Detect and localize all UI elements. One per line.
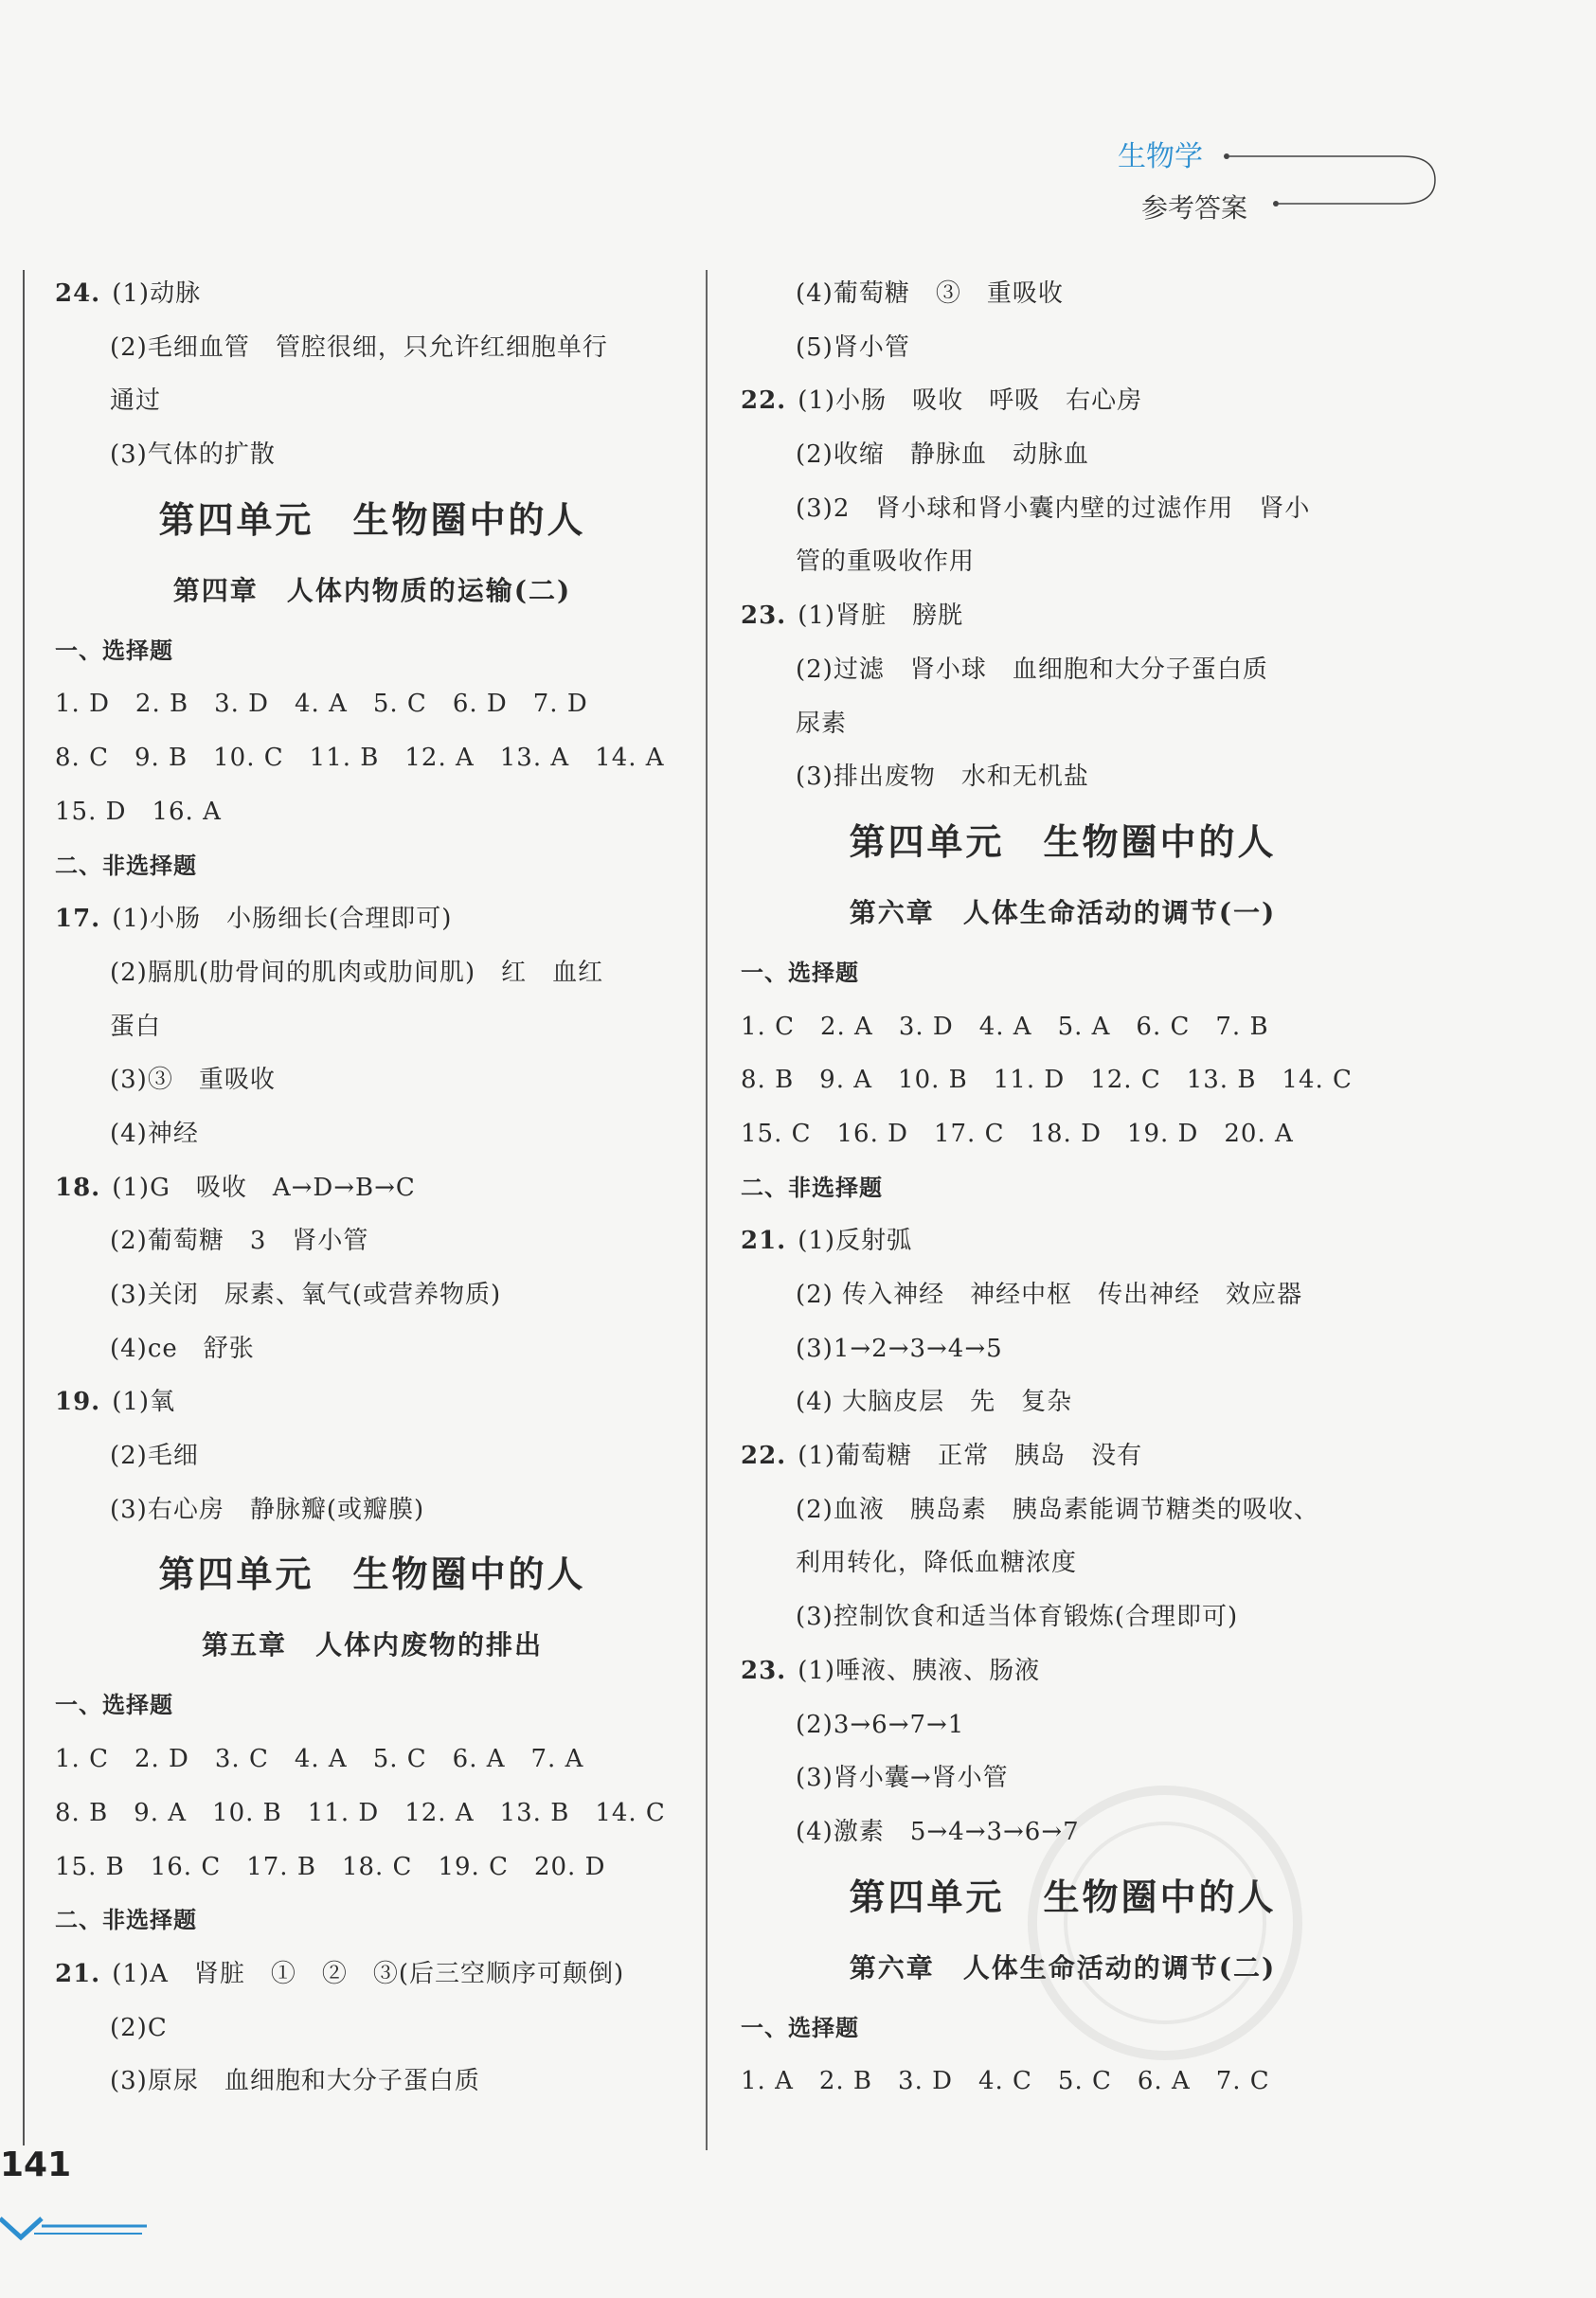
section-heading: 二、非选择题	[55, 852, 197, 879]
answer-text: (1)A 肾脏 ① ② ③(后三空顺序可颠倒)	[112, 1959, 625, 1988]
answer-line: (2)葡萄糖 3 肾小管	[110, 1227, 369, 1256]
question-answer	[741, 1644, 1385, 1698]
answer-line: (2) 传入神经 神经中枢 传出神经 效应器	[796, 1281, 1303, 1309]
answer-line: (4) 大脑皮层 先 复杂	[796, 1388, 1073, 1417]
answer-line: (4)葡萄糖 ③ 重吸收	[796, 279, 1064, 308]
question-answer	[741, 1429, 1385, 1483]
section-heading: 二、非选择题	[55, 1907, 197, 1934]
answer-text: (1)G 吸收 A→D→B→C	[112, 1173, 416, 1202]
unit-heading: 第四单元 生物圈中的人	[158, 1553, 586, 1596]
chapter-heading: 第四章 人体内物质的运输(二)	[172, 574, 572, 606]
answer-line: (5)肾小管	[796, 332, 910, 362]
answer-line: (2)C	[110, 2013, 168, 2042]
question-answer	[55, 892, 690, 946]
choice-answers-row: 15. C 16. D 17. C 18. D 19. D 20. A	[741, 1119, 1294, 1148]
answer-line: 尿素	[796, 709, 848, 738]
question-number: 22.	[741, 1442, 787, 1471]
answer-line: (3)气体的扩散	[110, 440, 276, 470]
unit-heading: 第四单元 生物圈中的人	[849, 1876, 1277, 1918]
section-heading: 一、选择题	[55, 1692, 173, 1719]
answer-line: (3)原尿 血细胞和大分子蛋白质	[110, 2067, 480, 2096]
question-answer	[55, 1948, 690, 2002]
answer-text: (1)氧	[112, 1388, 176, 1417]
question-answer	[741, 589, 1385, 643]
answer-text: (1)反射弧	[798, 1227, 913, 1256]
answer-line: (3)③ 重吸收	[110, 1066, 276, 1095]
question-number: 21.	[55, 1959, 101, 1988]
answer-text: (1)唾液、胰液、肠液	[798, 1656, 1041, 1685]
choice-answers-row: 1. D 2. B 3. D 4. A 5. C 6. D 7. D	[55, 690, 588, 719]
answer-line: 蛋白	[110, 1012, 162, 1041]
choice-answers-row: 1. C 2. D 3. C 4. A 5. C 6. A 7. A	[55, 1745, 584, 1774]
chapter-heading: 第六章 人体生命活动的调节(一)	[849, 896, 1277, 928]
answer-text: (1)葡萄糖 正常 胰岛 没有	[798, 1442, 1143, 1471]
choice-answers-row: 15. B 16. C 17. B 18. C 19. C 20. D	[55, 1852, 606, 1881]
answer-line: 管的重吸收作用	[796, 548, 976, 577]
answer-text: (1)小肠 小肠细长(合理即可)	[112, 905, 453, 934]
column-divider	[706, 270, 708, 2150]
answer-line: (4)激素 5→4→3→6→7	[796, 1817, 1080, 1846]
page-number: 141	[0, 2145, 72, 2184]
answer-line: (3)右心房 静脉瓣(或瓣膜)	[110, 1495, 425, 1524]
answer-text: (1)动脉	[112, 279, 202, 308]
section-heading: 一、选择题	[741, 2014, 859, 2041]
section-heading: 一、选择题	[741, 959, 859, 986]
question-number: 22.	[741, 386, 787, 416]
unit-heading: 第四单元 生物圈中的人	[849, 820, 1277, 863]
question-answer	[741, 1214, 1385, 1268]
answer-line: (3)排出废物 水和无机盐	[796, 763, 1089, 792]
answer-line: (3)1→2→3→4→5	[796, 1334, 1003, 1363]
question-number: 21.	[741, 1227, 787, 1256]
watermark-seal	[985, 1781, 1345, 2065]
answer-line: (2)毛细	[110, 1442, 199, 1471]
answer-line: (3)肾小囊→肾小管	[796, 1764, 1009, 1793]
answer-text: (1)小肠 吸收 呼吸 右心房	[798, 386, 1143, 416]
choice-answers-row: 8. C 9. B 10. C 11. B 12. A 13. A 14. A	[55, 744, 665, 773]
section-heading: 二、非选择题	[741, 1174, 883, 1201]
answer-line: 通过	[110, 386, 162, 416]
question-answer	[55, 1375, 690, 1429]
answer-line: (2)膈肌(肋骨间的肌肉或肋间肌) 红 血红	[110, 958, 604, 987]
answer-line: (2)收缩 静脉血 动脉血	[796, 440, 1089, 470]
footer-swoosh-decoration	[0, 2215, 152, 2253]
answer-line: (4)神经	[110, 1119, 199, 1148]
question-number: 19.	[55, 1388, 101, 1417]
header-reference-answers: 参考答案	[1141, 192, 1248, 224]
left-column	[55, 267, 690, 2109]
question-answer	[741, 374, 1385, 428]
choice-answers-row: 1. C 2. A 3. D 4. A 5. A 6. C 7. B	[741, 1012, 1269, 1041]
choice-answers-row: 1. A 2. B 3. D 4. C 5. C 6. A 7. C	[741, 2067, 1270, 2096]
chapter-heading: 第六章 人体生命活动的调节(二)	[849, 1951, 1277, 1984]
choice-answers-row: 8. B 9. A 10. B 11. D 12. A 13. B 14. C	[55, 1798, 666, 1827]
question-number: 23.	[741, 1656, 787, 1685]
chapter-heading: 第五章 人体内废物的排出	[201, 1629, 543, 1661]
choice-answers-row: 15. D 16. A	[55, 797, 222, 826]
question-number: 17.	[55, 905, 101, 934]
question-number: 23.	[741, 601, 787, 631]
question-answer	[55, 267, 690, 321]
answer-text: (1)肾脏 膀胱	[798, 601, 964, 631]
answer-line: (3)2 肾小球和肾小囊内壁的过滤作用 肾小	[796, 494, 1311, 523]
answer-line: 利用转化，降低血糖浓度	[796, 1549, 1078, 1578]
header-subject: 生物学	[1118, 140, 1203, 173]
question-number: 24.	[55, 279, 101, 308]
answer-line: (3)控制饮食和适当体育锻炼(合理即可)	[796, 1603, 1239, 1632]
answer-line: (3)关闭 尿素、氧气(或营养物质)	[110, 1281, 502, 1309]
answer-line: (2)过滤 肾小球 血细胞和大分子蛋白质	[796, 655, 1268, 684]
answer-line: (2)血液 胰岛素 胰岛素能调节糖类的吸收、	[796, 1495, 1319, 1524]
question-answer	[55, 1161, 690, 1215]
choice-answers-row: 8. B 9. A 10. B 11. D 12. C 13. B 14. C	[741, 1066, 1353, 1095]
left-margin-rule	[23, 270, 25, 2145]
section-heading: 一、选择题	[55, 637, 173, 664]
answer-line: (2)毛细血管 管腔很细，只允许红细胞单行	[110, 332, 608, 362]
question-number: 18.	[55, 1173, 101, 1202]
unit-heading: 第四单元 生物圈中的人	[158, 498, 586, 541]
answer-line: (2)3→6→7→1	[796, 1710, 965, 1739]
answer-line: (4)ce 舒张	[110, 1334, 255, 1363]
page-header	[1089, 128, 1449, 242]
